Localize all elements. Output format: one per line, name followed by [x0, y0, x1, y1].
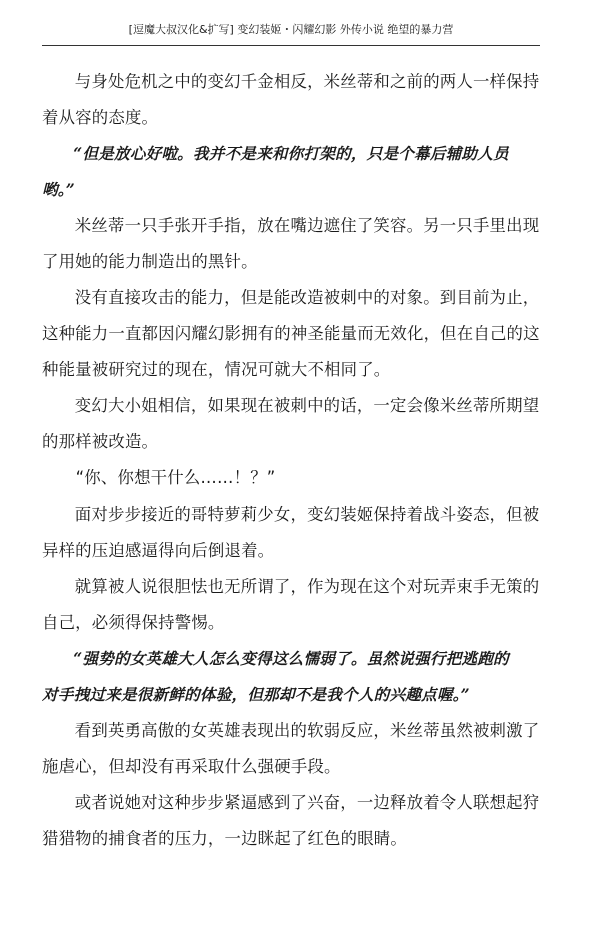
text-line: 面对步步接近的哥特萝莉少女，变幻装姬保持着战斗姿态，但被 [74, 505, 540, 524]
text-line: 了用她的能力制造出的黑针。 [42, 252, 258, 271]
text-line: 对手拽过来是很新鲜的体验，但那却不是我个人的兴趣点喔。” [42, 685, 470, 704]
paragraph [42, 713, 540, 785]
paragraph [42, 497, 540, 569]
text-line: 米丝蒂一只手张开手指，放在嘴边遮住了笑容。另一只手里出现 [74, 216, 540, 235]
text-line: 或者说她对这种步步紧逼感到了兴奋，一边释放着令人联想起狩 [74, 793, 540, 812]
text-line: 种能量被研究过的现在，情况可就大不相同了。 [42, 360, 391, 379]
text-line: “你、你想干什么……！？” [75, 468, 276, 487]
paragraph [42, 208, 540, 280]
dialogue-emphasis-paragraph [42, 136, 540, 208]
dialogue-paragraph [42, 460, 540, 496]
text-line: 施虐心，但却没有再采取什么强硬手段。 [42, 757, 341, 776]
text-line: “但是放心好啦。我并不是来和你打架的，只是个幕后辅助人员 [73, 144, 509, 163]
running-header: [逗魔大叔汉化&扩写] 变幻装姬・闪耀幻影 外传小说 绝望的暴力营 [128, 23, 454, 36]
text-line: 自己，必须得保持警惕。 [42, 613, 225, 632]
text-line: “强势的女英雄大人怎么变得这么懦弱了。虽然说强行把逃跑的 [73, 649, 509, 668]
paragraph [42, 785, 540, 857]
text-line: 就算被人说很胆怯也无所谓了，作为现在这个对玩弄束手无策的 [74, 577, 540, 596]
text-line: 这种能力一直都因闪耀幻影拥有的神圣能量而无效化，但在自己的这 [42, 324, 540, 343]
text-line: 的那样被改造。 [42, 432, 159, 451]
text-line: 着从容的态度。 [42, 108, 159, 127]
header-divider [42, 45, 540, 46]
text-line: 看到英勇高傲的女英雄表现出的软弱反应，米丝蒂虽然被刺激了 [74, 721, 540, 740]
text-line: 没有直接攻击的能力，但是能改造被刺中的对象。到目前为止， [74, 288, 540, 307]
paragraph [42, 569, 540, 641]
text-line: 猎猎物的捕食者的压力，一边眯起了红色的眼睛。 [42, 829, 407, 848]
paragraph [42, 64, 540, 136]
text-line: 哟。” [42, 180, 75, 199]
text-line: 变幻大小姐相信，如果现在被刺中的话，一定会像米丝蒂所期望 [74, 396, 540, 415]
document-body [42, 64, 540, 857]
dialogue-emphasis-paragraph [42, 641, 540, 713]
text-line: 与身处危机之中的变幻千金相反，米丝蒂和之前的两人一样保持 [74, 72, 540, 91]
paragraph [42, 280, 540, 388]
paragraph [42, 388, 540, 460]
text-line: 异样的压迫感逼得向后倒退着。 [42, 541, 275, 560]
